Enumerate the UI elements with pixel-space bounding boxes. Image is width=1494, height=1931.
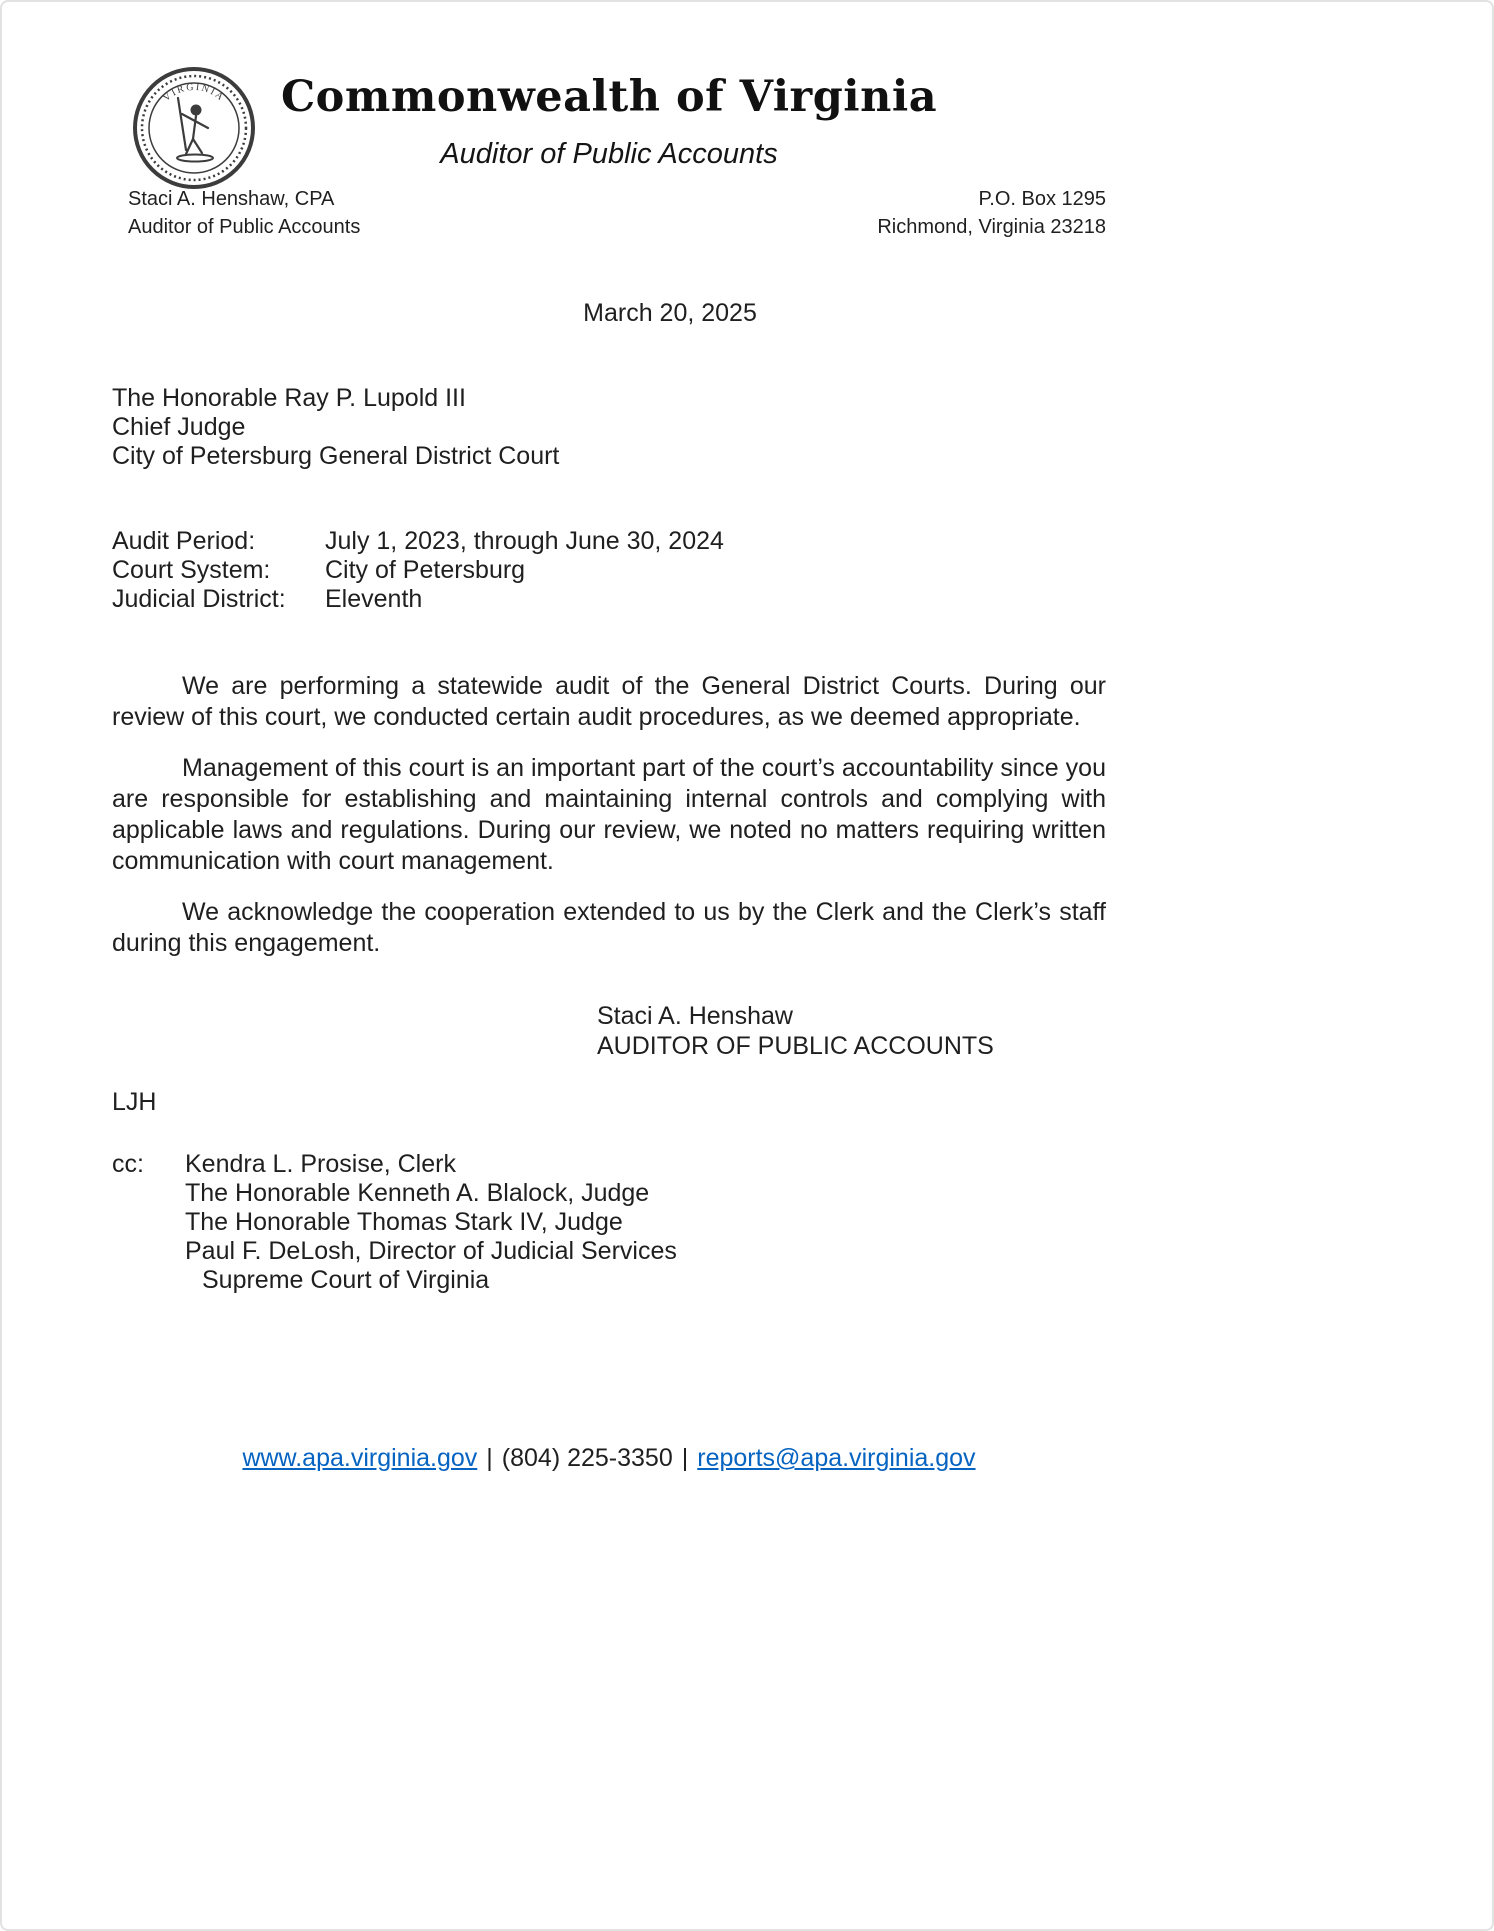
signature-name: Staci A. Henshaw: [597, 1002, 793, 1030]
audit-period-label: Audit Period:: [112, 527, 256, 555]
signature-block: [597, 1001, 1106, 1061]
signature-title: AUDITOR OF PUBLIC ACCOUNTS: [597, 1032, 994, 1060]
footer-phone: (804) 225-3350: [501, 1444, 673, 1472]
svg-text:VIRGINIA: VIRGINIA: [161, 81, 227, 104]
audit-info-row: [112, 585, 1106, 614]
auditor-name: Staci A. Henshaw, CPA: [128, 188, 335, 210]
cc-subline: Supreme Court of Virginia: [202, 1266, 490, 1294]
footer-separator: |: [486, 1444, 493, 1472]
po-box: P.O. Box 1295: [978, 188, 1106, 210]
recipient-block: [112, 384, 1106, 471]
audit-info-block: [112, 527, 1106, 614]
recipient-court: City of Petersburg General District Court: [112, 442, 560, 470]
recipient-name: The Honorable Ray P. Lupold III: [112, 384, 466, 412]
city-state-zip: Richmond, Virginia 23218: [877, 216, 1106, 238]
footer: [112, 1444, 1106, 1473]
court-system-label: Court System:: [112, 556, 271, 584]
auditor-title: Auditor of Public Accounts: [128, 216, 361, 238]
cc-line: Paul F. DeLosh, Director of Judicial Services: [185, 1237, 677, 1265]
audit-info-row: [112, 527, 1106, 556]
recipient-title: Chief Judge: [112, 413, 246, 441]
letterhead: [112, 64, 1106, 241]
letter-date: March 20, 2025: [583, 299, 757, 327]
virginia-seal-icon: [132, 66, 256, 190]
cc-block: [112, 1150, 1106, 1295]
cc-line: The Honorable Kenneth A. Blalock, Judge: [185, 1179, 650, 1207]
auditor-identity: [112, 185, 360, 241]
footer-separator: |: [681, 1444, 689, 1472]
letterhead-subtitle: Auditor of Public Accounts: [440, 138, 778, 170]
letter-body: [112, 671, 1106, 959]
letterhead-title: Commonwealth of Virginia: [280, 72, 938, 122]
office-address: [877, 185, 1106, 241]
cc-lines: [185, 1150, 1106, 1295]
body-paragraph-2: Management of this court is an important part of the court’s accountability since you are responsible for establishing and maintaining internal controls and complying with applicable laws and regulations. During our review, we noted no matters requiring written communication with court management.: [112, 754, 1106, 875]
body-paragraph-1: We are performing a statewide audit of the General District Courts. During our review of this court, we conducted certain audit procedures, as we deemed appropriate.: [112, 672, 1106, 731]
judicial-district-value: Eleventh: [325, 585, 423, 613]
typist-initials: LJH: [112, 1088, 157, 1116]
audit-period-value: July 1, 2023, through June 30, 2024: [325, 527, 724, 555]
court-system-value: City of Petersburg: [325, 556, 526, 584]
audit-info-row: [112, 556, 1106, 585]
cc-label: cc:: [112, 1150, 144, 1178]
judicial-district-label: Judicial District:: [112, 585, 286, 613]
footer-email-link[interactable]: reports@apa.virginia.gov: [697, 1444, 976, 1472]
body-paragraph-3: We acknowledge the cooperation extended to us by the Clerk and the Clerk’s staff during this engagement.: [112, 898, 1106, 957]
cc-line: Kendra L. Prosise, Clerk: [185, 1150, 456, 1178]
footer-website-link[interactable]: www.apa.virginia.gov: [242, 1444, 478, 1472]
cc-line: The Honorable Thomas Stark IV, Judge: [185, 1208, 623, 1236]
